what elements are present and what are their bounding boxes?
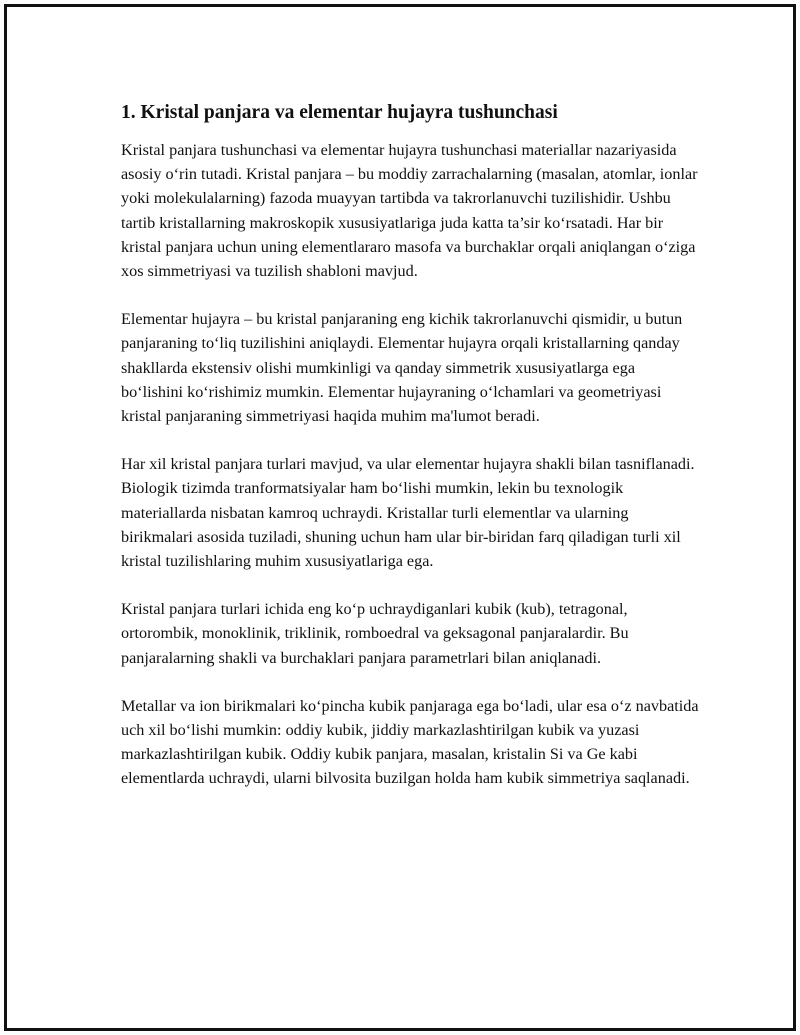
page-frame (4, 4, 796, 1031)
section-heading: 1. Kristal panjara va elementar hujayra tushunchasi (121, 102, 558, 123)
paragraph-4: Kristal panjara turlari ichida eng koʻp uchraydiganlari kubik (kub), tetragonal, ortorombik, monoklinik, triklinik, romboedral va geksagonal panjaralardir. Bu panjaralarning shakli va burchaklari panjara parametrlari bilan aniqlanadi. (121, 600, 629, 667)
paragraph-2: Elementar hujayra – bu kristal panjaraning eng kichik takrorlanuvchi qismidir, u butun panjaraning toʻliq tuzilishini aniqlaydi. Elementar hujayra orqali kristallarning qanday shakllarda ekstensiv olishi mumkinligi va qanday simmetrik xususiyatlarga ega boʻlishini koʻrishimiz mumkin. Elementar hujayraning oʻlchamlari va geometriyasi kristal panjaraning simmetriyasi haqida muhim ma'lumot beradi. (121, 310, 683, 426)
paragraph-3: Har xil kristal panjara turlari mavjud, va ular elementar hujayra shakli bilan tasniflanadi. Biologik tizimda tranformatsiyalar ham boʻlishi mumkin, lekin bu texnologik materiallarda nisbatan kamroq uchraydi. Kristallar turli elementlar va ularning birikmalari asosida tuziladi, shuning uchun ham ular bir-biridan farq qiladigan turli xil kristal tuzilishlaring muhim xususiyatlariga ega. (121, 455, 695, 571)
paragraph-5: Metallar va ion birikmalari koʻpincha kubik panjaraga ega boʻladi, ular esa oʻz navbatida uch xil boʻlishi mumkin: oddiy kubik, jiddiy markazlashtirilgan kubik va yuzasi markazlashtirilgan kubik. Oddiy kubik panjara, masalan, kristalin Si va Ge kabi elementlarda uchraydi, ularni bilvosita buzilgan holda ham kubik simmetriya saqlanadi. (121, 696, 699, 788)
document-body (121, 99, 701, 815)
paragraph-1: Kristal panjara tushunchasi va elementar hujayra tushunchasi materiallar nazariyasida asosiy oʻrin tutadi. Kristal panjara – bu moddiy zarrachalarning (masalan, atomlar, ionlar yoki molekulalarning) fazoda muayyan tartibda va takrorlanuvchi tuzilishidir. Ushbu tartib kristallarning makroskopik xususiyatlariga juda katta ta’sir koʻrsatadi. Har bir kristal panjara uchun uning elementlararo masofa va burchaklar orqali aniqlangan oʻziga xos simmetriyasi va tuzilish shabloni mavjud. (121, 141, 698, 281)
